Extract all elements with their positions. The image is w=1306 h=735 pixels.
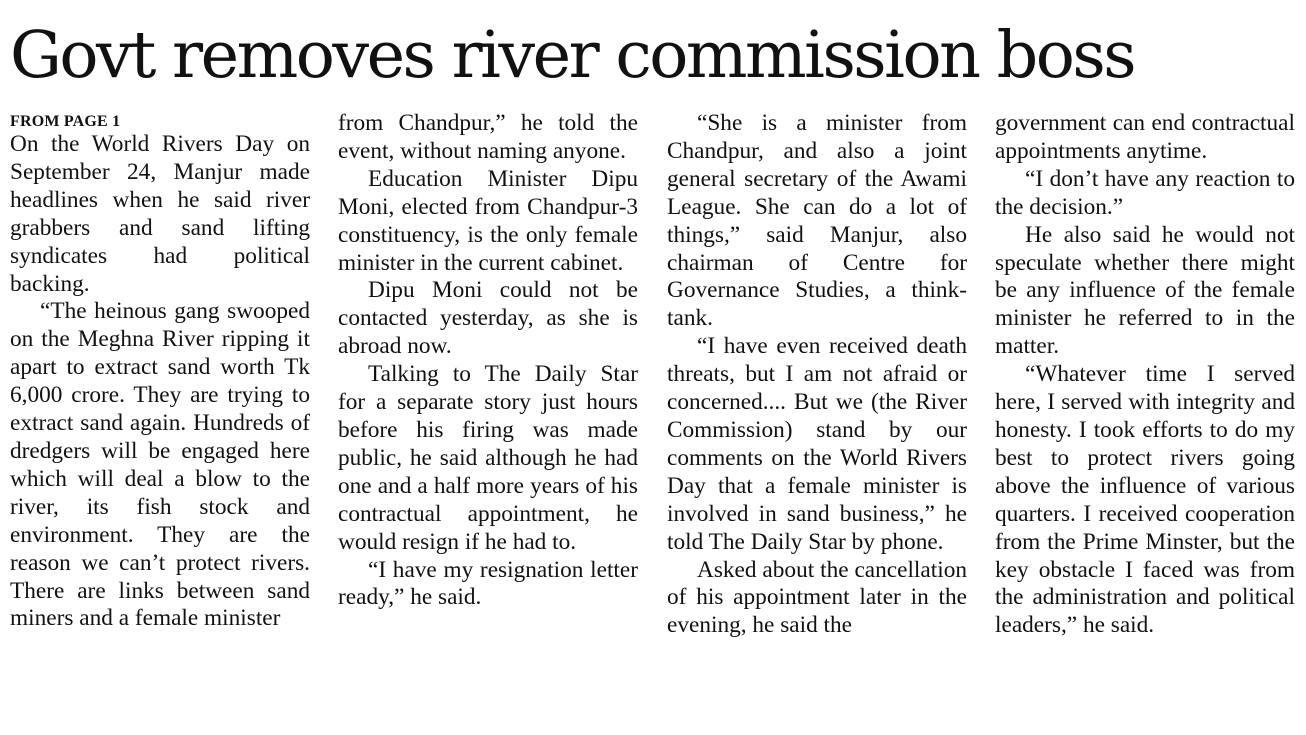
article-column-4	[995, 110, 1295, 730]
paragraph: “The heinous gang swooped on the Meghna River ripping it apart to extract sand worth Tk 6,000 crore. They are trying to extract sand again. Hundreds of dredgers will be engaged here which will deal a blow to the river, its fish stock and environment. They are the reason we can’t protect rivers. There are links between sand miners and a female minister	[10, 298, 310, 632]
headline: Govt removes river commission boss	[10, 18, 1135, 93]
paragraph: from Chandpur,” he told the event, without naming anyone.	[338, 110, 638, 164]
paragraph: government can end contractual appointments anytime.	[995, 110, 1295, 164]
continuation-kicker: FROM PAGE 1	[10, 113, 121, 130]
paragraph: “I have even received death threats, but I am not afraid or concerned.... But we (the River Commission) stand by our comments on the World Rivers Day that a female minister is involved in sand business,” he told The Daily Star by phone.	[667, 333, 967, 555]
paragraph: “I don’t have any reaction to the decision.”	[995, 165, 1295, 220]
article-column-2	[338, 110, 638, 730]
paragraph: Talking to The Daily Star for a separate story just hours before his firing was made public, he said although he had one and a half more years of his contractual appointment, he would resign if he had to.	[338, 361, 638, 555]
article-column-1	[10, 110, 310, 730]
paragraph: Dipu Moni could not be contacted yesterday, as she is abroad now.	[338, 277, 638, 360]
article-column-3	[667, 110, 967, 730]
paragraph: Education Minister Dipu Moni, elected from Chandpur-3 constituency, is the only female minister in the current cabinet.	[338, 165, 638, 276]
paragraph: “I have my resignation letter ready,” he said.	[338, 556, 638, 611]
paragraph: Asked about the cancellation of his appointment later in the evening, he said the	[667, 556, 967, 639]
paragraph: “Whatever time I served here, I served with integrity and honesty. I took efforts to do my best to protect rivers going above the influence of various quarters. I received cooperation from the Prime Minster, but the key obstacle I faced was from the administration and political leaders,” he said.	[995, 361, 1295, 639]
paragraph: On the World Rivers Day on September 24, Manjur made headlines when he said river grabbers and sand lifting syndicates had political backing.	[10, 131, 310, 297]
paragraph: “She is a minister from Chandpur, and also a joint general secretary of the Awami League. She can do a lot of things,” said Manjur, also chairman of Centre for Governance Studies, a think-tank.	[667, 110, 967, 332]
paragraph: He also said he would not speculate whether there might be any influence of the female minister he referred to in the matter.	[995, 221, 1295, 360]
